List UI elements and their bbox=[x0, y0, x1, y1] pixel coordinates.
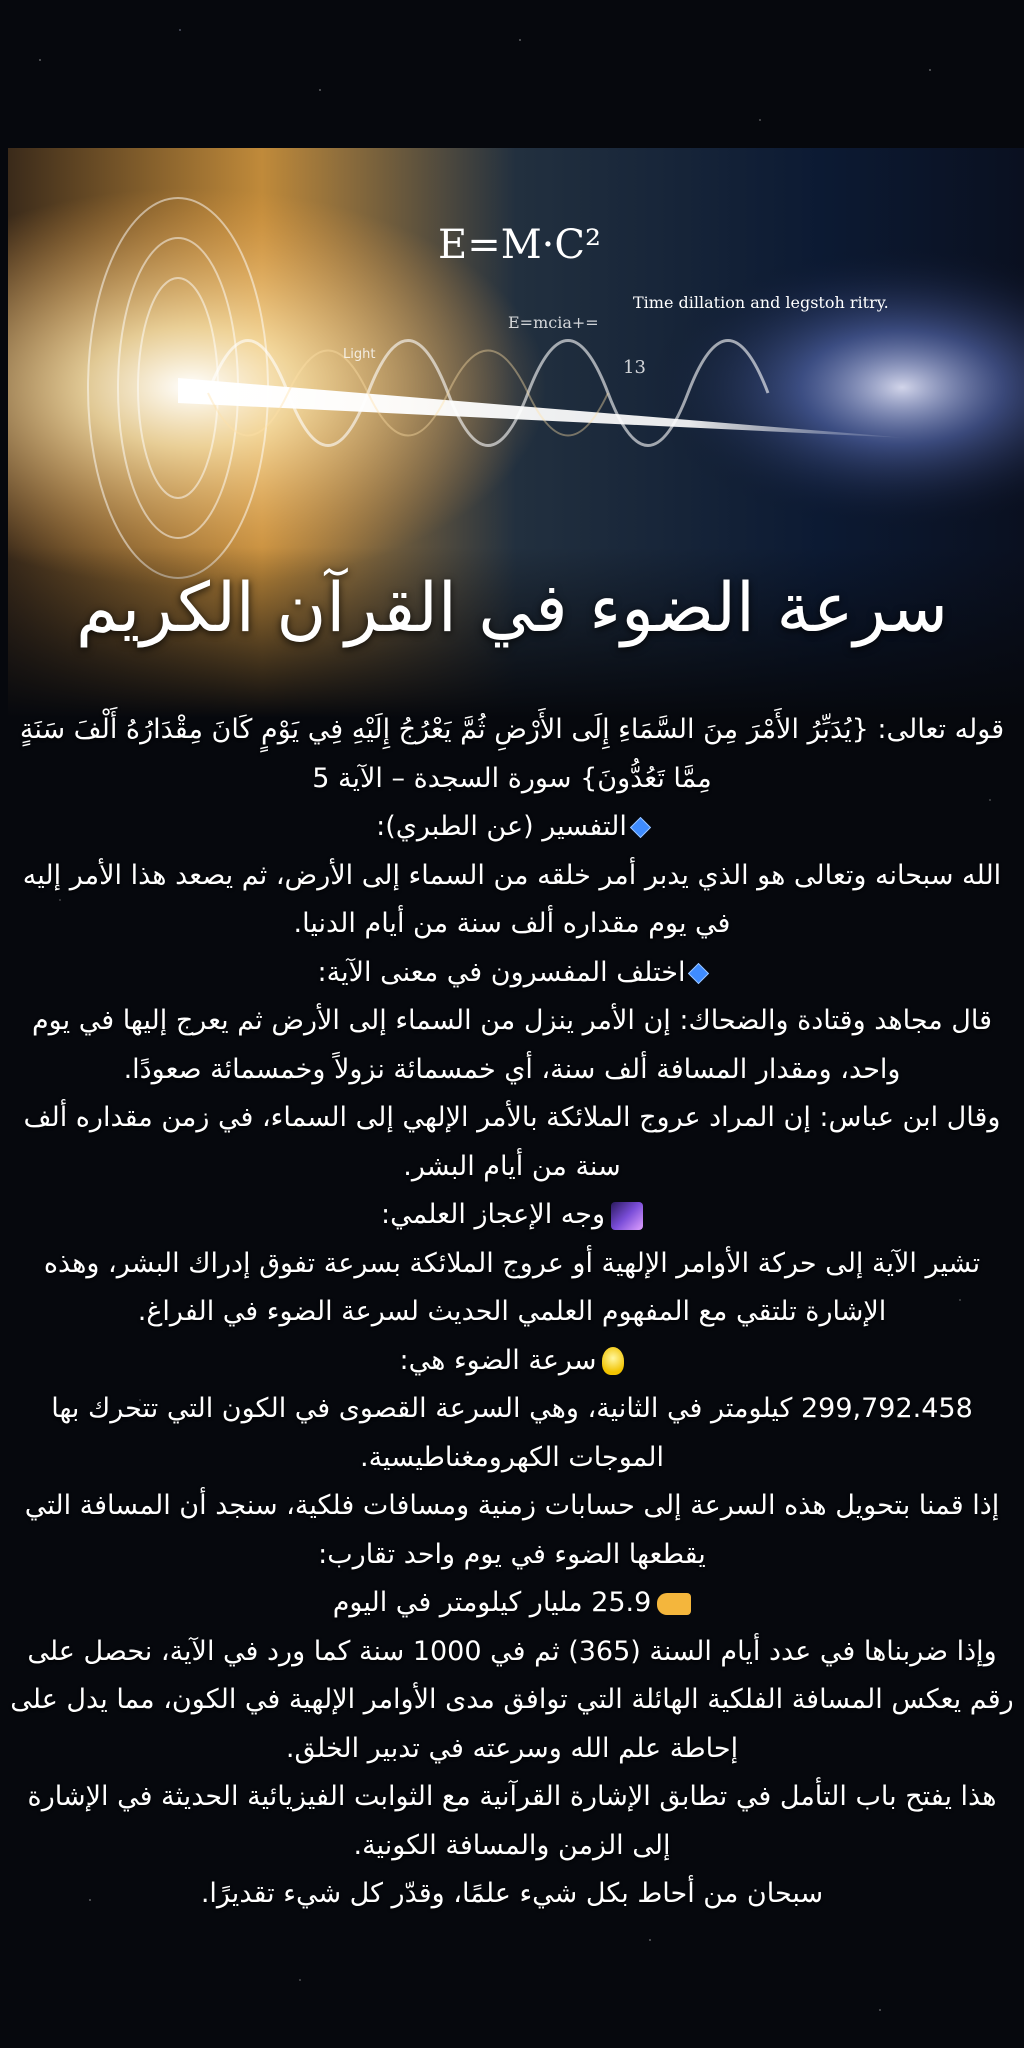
article-text: اختلف المفسرون في معنى الآية: bbox=[317, 956, 686, 988]
article-paragraph bbox=[6, 1094, 1018, 1191]
article-text: هذا يفتح باب التأمل في تطابق الإشارة القرآنية مع الثوابت الفيزيائية الحديثة في الإشارة إلى الزمن والمسافة الكونية. bbox=[27, 1781, 997, 1861]
article-paragraph bbox=[6, 1240, 1018, 1337]
article-text: قوله تعالى: {يُدَبِّرُ الأَمْرَ مِنَ السَّمَاءِ إِلَى الأَرْضِ ثُمَّ يَعْرُجُ إِلَيْهِ فِي يَوْمٍ كَانَ مِقْدَارُهُ أَلْفَ سَنَةٍ مِمَّا تَعُدُّونَ} سورة السجدة – الآية 5 bbox=[19, 714, 1005, 794]
article-text: وقال ابن عباس: إن المراد عروج الملائكة بالأمر الإلهي إلى السماء، في زمن مقداره ألف سنة من أيام البشر. bbox=[23, 1102, 1001, 1182]
article-paragraph bbox=[6, 803, 1018, 852]
article-paragraph bbox=[6, 997, 1018, 1094]
article-text: الله سبحانه وتعالى هو الذي يدبر أمر خلقه من السماء إلى الأرض، ثم يصعد هذا الأمر إليه في يوم مقداره ألف سنة من أيام الدنيا. bbox=[22, 859, 1002, 939]
article-text: وإذا ضربناها في عدد أيام السنة (365) ثم في 1000 سنة كما ورد في الآية، نحصل على رقم يعكس المسافة الفلكية الهائلة التي توافق مدى الأوامر الإلهية في الكون، مما يدل على إحاطة علم الله وسرعته في تدبير الخلق. bbox=[10, 1635, 1014, 1764]
article-paragraph bbox=[6, 852, 1018, 949]
article-paragraph bbox=[6, 706, 1018, 803]
article-body bbox=[6, 706, 1018, 1919]
article-text: إذا قمنا بتحويل هذه السرعة إلى حسابات زمنية ومسافات فلكية، سنجد أن المسافة التي يقطعها الضوء في يوم واحد تقارب: bbox=[24, 1490, 1000, 1570]
diamond-icon bbox=[630, 817, 651, 838]
page-title: سرعة الضوء في القرآن الكريم bbox=[75, 569, 949, 648]
diamond-icon bbox=[688, 962, 709, 983]
article-text: التفسير (عن الطبري): bbox=[376, 811, 627, 842]
article-paragraph bbox=[6, 1628, 1018, 1774]
lightbulb-icon bbox=[602, 1347, 624, 1375]
article-text: 299,792.458 كيلومتر في الثانية، وهي السرعة القصوى في الكون التي تتحرك بها الموجات الكهرومغناطيسية. bbox=[51, 1393, 973, 1473]
formula-small-text: E=mcia+= bbox=[508, 313, 599, 332]
formula-text: E=M·C² bbox=[438, 222, 602, 268]
article-text: 25.9 مليار كيلومتر في اليوم bbox=[332, 1587, 652, 1618]
number-label: 13 bbox=[623, 357, 646, 378]
article-paragraph bbox=[6, 1385, 1018, 1482]
caption-text: Time dillation and legstoh ritry. bbox=[633, 293, 889, 312]
article-paragraph bbox=[6, 1579, 1018, 1628]
article-text: سبحان من أحاط بكل شيء علمًا، وقدّر كل شيء تقديرًا. bbox=[200, 1878, 824, 1909]
article-text: تشير الآية إلى حركة الأوامر الإلهية أو عروج الملائكة بسرعة تفوق إدراك البشر، وهذه الإشارة تلتقي مع المفهوم العلمي الحديث لسرعة الضوء في الفراغ. bbox=[43, 1247, 981, 1327]
article-paragraph bbox=[6, 1482, 1018, 1579]
light-label: Light bbox=[343, 347, 376, 362]
pointing-hand-icon bbox=[657, 1593, 691, 1615]
article-paragraph bbox=[6, 1191, 1018, 1240]
article-paragraph bbox=[6, 1870, 1018, 1919]
article-paragraph bbox=[6, 1773, 1018, 1870]
article-text: وجه الإعجاز العلمي: bbox=[381, 1199, 605, 1230]
article-text: قال مجاهد وقتادة والضحاك: إن الأمر ينزل من السماء إلى الأرض ثم يعرج إليها في يوم واحد، ومقدار المسافة ألف سنة، أي خمسمائة نزولاً وخمسمائة صعودًا. bbox=[31, 1005, 993, 1085]
article-paragraph bbox=[6, 949, 1018, 998]
article-text: سرعة الضوء هي: bbox=[399, 1344, 597, 1376]
galaxy-icon bbox=[611, 1202, 643, 1230]
article-paragraph bbox=[6, 1337, 1018, 1386]
